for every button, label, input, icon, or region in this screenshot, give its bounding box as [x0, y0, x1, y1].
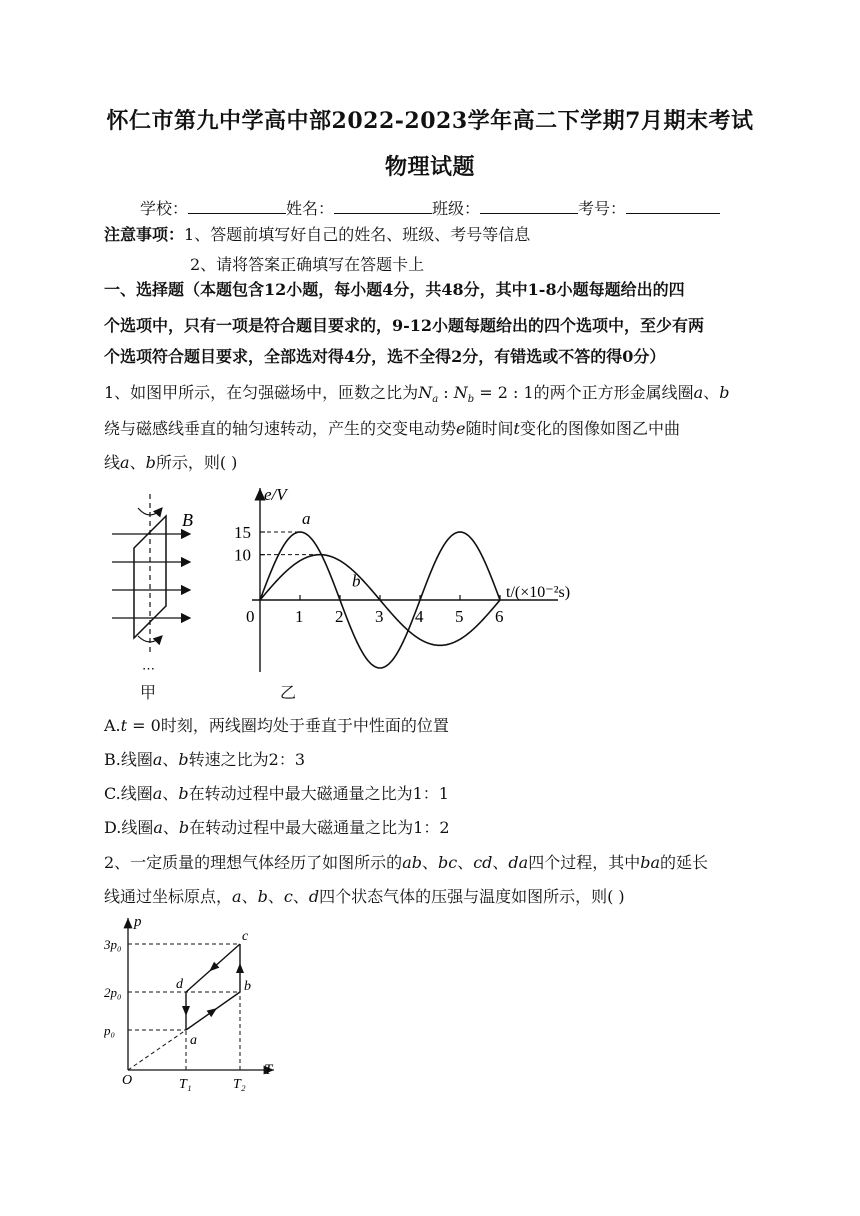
q2-text: 的延长 [660, 853, 709, 872]
q2-text: 2、一定质量的理想气体经历了如图所示的 [104, 853, 403, 872]
q1-text: 绕与磁感线垂直的轴匀速转动，产生的交变电动势 [104, 419, 457, 438]
emf-x-tick-label: 0 [246, 607, 255, 626]
option-text: 时刻，两线圈均处于垂直于中性面的位置 [160, 716, 449, 735]
q1-option-a[interactable] [104, 713, 449, 736]
q1-text: 、 [129, 453, 146, 472]
q1-option-b[interactable] [104, 747, 305, 770]
q1-line1 [104, 380, 729, 405]
student-info-line [140, 196, 720, 219]
q2-symbol: ab [402, 853, 422, 872]
option-text: = 0 [127, 716, 161, 735]
notes-item1: 1、答题前填写好自己的姓名、班级、考号等信息 [184, 225, 531, 244]
emf-y-tick-label: 15 [234, 523, 251, 542]
pt-point-b-label: b [244, 979, 251, 994]
section1-line1: 一、选择题（本题包含12小题，每小题4分，共48分，其中1-8小题每题给出的四 [104, 280, 685, 299]
q2-symbol: da [508, 853, 529, 872]
pt-p-axis-label: p [134, 914, 142, 930]
q1-symbol: b [145, 453, 156, 472]
q2-symbol: b [257, 887, 268, 906]
pt-p-tick-label: 3p₀ [104, 937, 122, 952]
q2-symbol: bc [437, 853, 458, 872]
q2-text: 四个过程，其中 [528, 853, 641, 872]
q1-symbol: t [513, 419, 520, 438]
dots-mark: ⋯ [142, 661, 155, 676]
emf-series-a-label: a [302, 509, 311, 528]
exam-title-line2: 物理试题 [384, 154, 475, 180]
q2-text: 、 [292, 887, 309, 906]
q1-text: 所示，则( ) [155, 453, 238, 472]
q1-text: 变化的图像如图乙中曲 [519, 419, 680, 438]
q2-symbol: d [308, 887, 320, 906]
pt-p-tick-label: p₀ [104, 1023, 116, 1038]
field-label-B: B [182, 510, 193, 530]
class-label: 班级： [432, 199, 481, 218]
option-symbol: t [120, 716, 128, 735]
option-text: D.线圈 [104, 818, 154, 837]
option-text: 转速之比为2：3 [188, 750, 306, 769]
option-text: 、 [162, 818, 179, 837]
emf-x-axis-label: t/(×10⁻²s) [506, 584, 571, 601]
emf-x-tick-label: 5 [455, 607, 464, 626]
q1-line2 [104, 416, 680, 439]
q2-symbol: c [283, 887, 293, 906]
emf-y-axis-label: e/V [264, 485, 287, 504]
notes-label: 注意事项： [104, 225, 185, 244]
emf-y-tick-label: 10 [234, 545, 251, 565]
emf-x-tick-label: 3 [375, 607, 384, 626]
figure-right-label: 乙 [280, 683, 297, 702]
q1-symbol: a [120, 453, 130, 472]
option-text: C.线圈 [104, 784, 153, 803]
q2-text: 、 [267, 887, 284, 906]
q1-symbol: N [418, 383, 433, 402]
number-field[interactable] [626, 199, 720, 214]
q2-text: 、 [421, 853, 438, 872]
q1-text: 、 [703, 383, 720, 402]
section1-line2: 个选项中，只有一项是符合题目要求的，9-12小题每题给出的四个选项中，至少有两 [104, 316, 705, 335]
q1-text: = 2 : 1 [474, 383, 534, 402]
pt-diagram [104, 912, 294, 1092]
coil-diagram-svg [104, 488, 214, 698]
option-text: 在转动过程中最大磁通量之比为1：2 [189, 818, 450, 837]
q2-text: 、 [492, 853, 509, 872]
option-symbol: b [178, 784, 189, 803]
school-label: 学校： [140, 199, 189, 218]
q1-symbol: b [719, 383, 730, 402]
name-label: 姓名： [286, 199, 335, 218]
option-text: 在转动过程中最大磁通量之比为1：1 [188, 784, 449, 803]
notes-item2: 2、请将答案正确填写在答题卡上 [190, 255, 425, 274]
figure-coil-diagram [104, 488, 214, 698]
name-field[interactable] [334, 199, 432, 214]
pt-p-tick-label: 2p₀ [104, 985, 122, 1000]
pt-diagram-svg [104, 912, 294, 1092]
pt-t-tick-label: T₂ [233, 1077, 246, 1092]
option-symbol: a [153, 818, 163, 837]
option-symbol: b [178, 818, 190, 837]
option-symbol: b [178, 750, 189, 769]
emf-x-tick-label: 4 [415, 607, 424, 626]
emf-series-b-label: b [352, 571, 361, 591]
option-symbol: a [152, 750, 163, 769]
q1-symbol: a [432, 394, 439, 406]
q1-symbol: b [467, 394, 475, 406]
pt-t-axis-label: T [264, 1062, 273, 1078]
pt-process-arrow [182, 1006, 190, 1016]
pt-point-c-label: c [242, 929, 249, 944]
pt-point-a-label: a [190, 1033, 197, 1048]
q1-text: : [438, 383, 454, 402]
pt-extension-line [128, 1030, 186, 1070]
q1-symbol: e [456, 419, 466, 438]
q2-text: 线通过坐标原点， [104, 887, 233, 906]
q2-text: 、 [241, 887, 258, 906]
option-text: 、 [162, 750, 179, 769]
q2-symbol: a [232, 887, 242, 906]
q1-symbol: a [693, 383, 704, 402]
q2-symbol: ba [640, 853, 660, 872]
emf-chart-svg [228, 480, 618, 680]
class-field[interactable] [480, 199, 578, 214]
figure-left-label: 甲 [140, 683, 157, 702]
exam-title-line1: 怀仁市第九中学高中部2022-2023学年高二下学期7月期末考试 [106, 108, 754, 134]
q1-line3 [104, 450, 237, 473]
notes-line1 [104, 222, 530, 245]
q1-text: 随时间 [465, 419, 514, 438]
option-text: 、 [162, 784, 179, 803]
pt-process-arrow [207, 1005, 220, 1017]
q2-line2 [104, 884, 625, 907]
q1-symbol: N [453, 383, 468, 402]
q2-text: 、 [457, 853, 474, 872]
option-symbol: a [152, 784, 163, 803]
emf-x-tick-label: 6 [495, 607, 504, 626]
q1-option-c[interactable] [104, 781, 449, 804]
number-label: 考号： [578, 199, 627, 218]
emf-chart [228, 480, 618, 680]
q2-line1 [104, 850, 708, 873]
emf-x-tick-label: 1 [295, 607, 304, 626]
q2-text: 四个状态气体的压强与温度如图所示，则( ) [319, 887, 625, 906]
q1-text: 的两个正方形金属线圈 [533, 383, 694, 402]
q2-symbol: cd [473, 853, 493, 872]
school-field[interactable] [188, 199, 286, 214]
pt-process-arrow [236, 963, 244, 973]
q1-text: 线 [104, 453, 121, 472]
q1-text: 1、如图甲所示，在匀强磁场中，匝数之比为 [104, 383, 419, 402]
option-text: B.线圈 [104, 750, 153, 769]
emf-x-tick-label: 2 [335, 607, 344, 626]
pt-point-d-label: d [176, 977, 183, 992]
pt-t-tick-label: T₁ [179, 1077, 192, 1092]
q1-option-d[interactable] [104, 815, 450, 838]
pt-origin-label: O [122, 1073, 133, 1088]
section1-line3: 个选项符合题目要求，全部选对得4分，选不全得2分，有错选或不答的得0分） [104, 347, 666, 366]
option-text: A. [104, 716, 121, 735]
